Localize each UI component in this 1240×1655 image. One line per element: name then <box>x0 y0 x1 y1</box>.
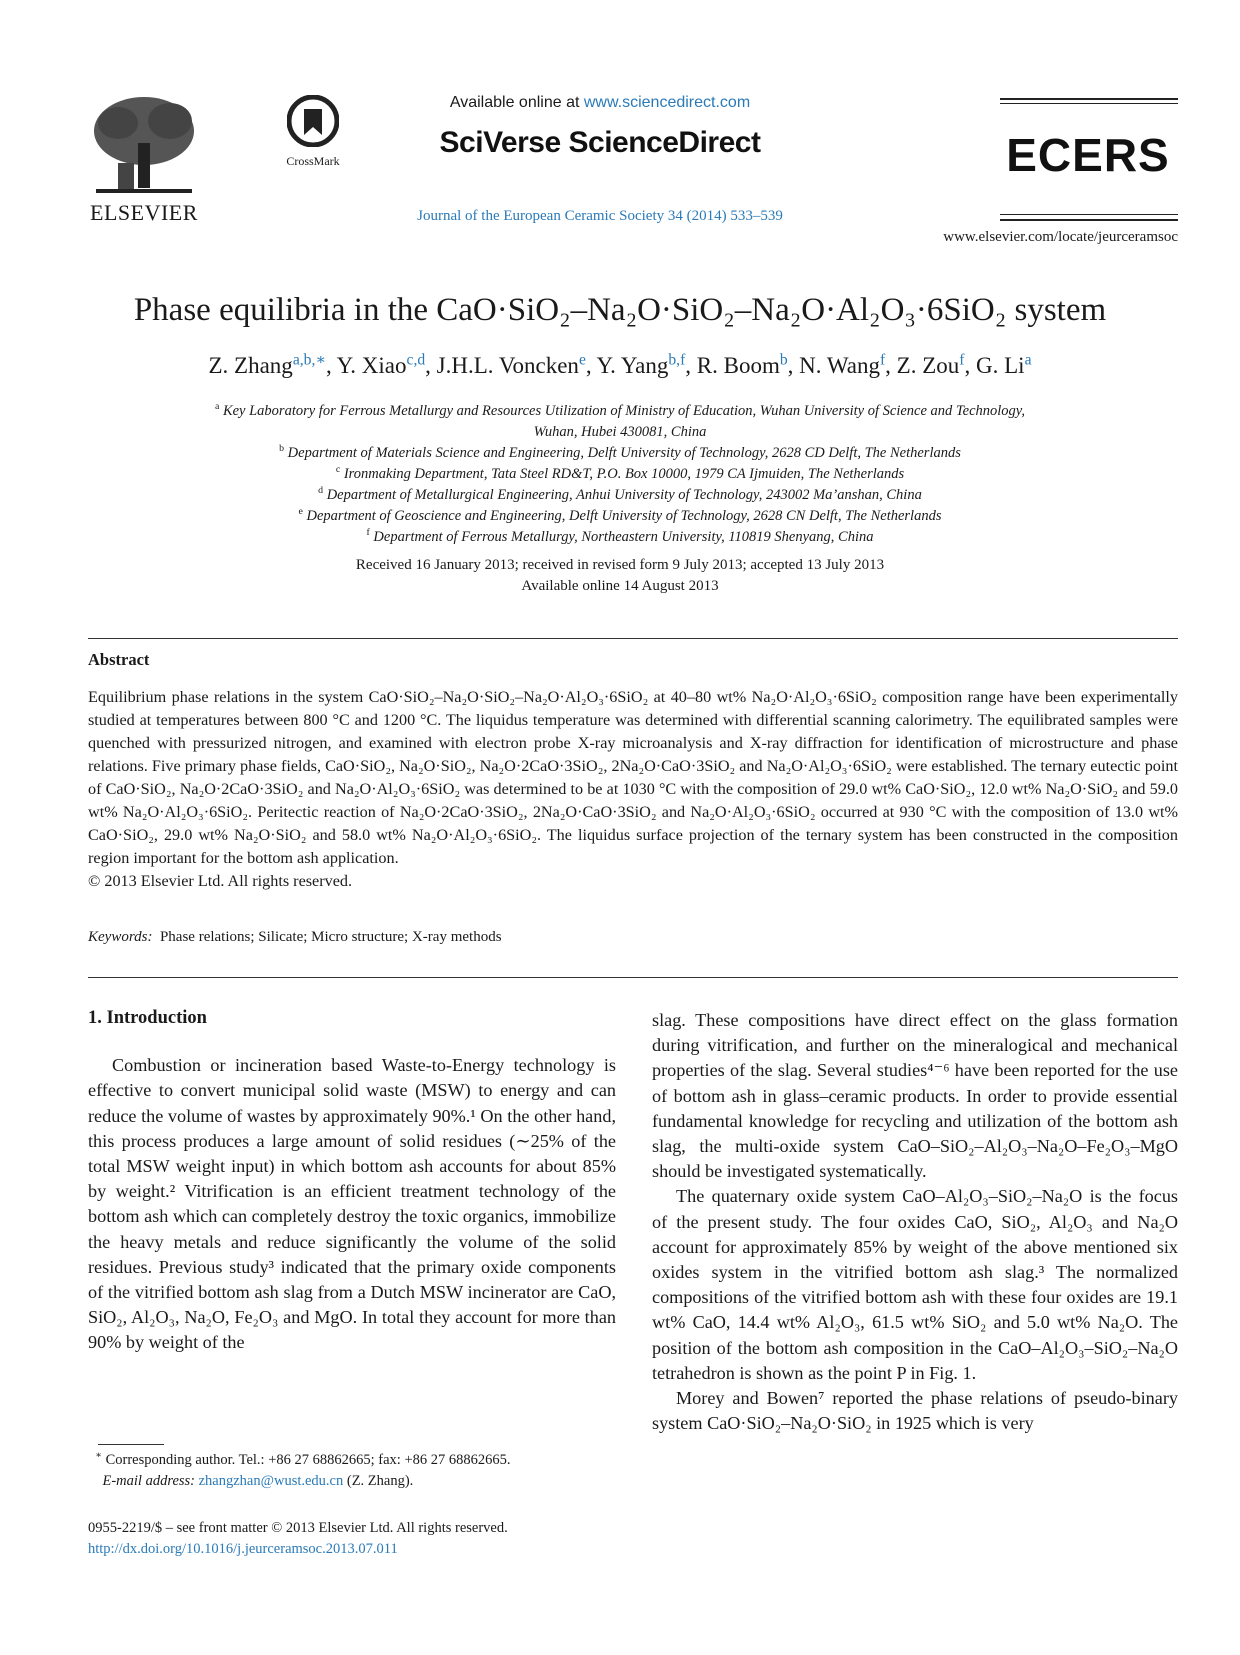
author: N. Wang <box>799 353 880 378</box>
crossmark-label: CrossMark <box>286 154 340 168</box>
affiliation: $^f$ Department of Ferrous Metallurgy, Northeastern University, 110819 Shenyang, China <box>366 527 874 545</box>
issn-line: 0955-2219/$ – see front matter © 2013 Elsevier Ltd. All rights reserved. <box>88 1520 508 1536</box>
paragraph: slag. These compositions have direct effect on the glass formation during vitrification, and further on the mineralogical and mechanical properties of the slag. Several studies⁴⁻⁶ have been reported for the use of bottom ash in glass–ceramic products. In order to provide essential fundamental knowledge for recycling and utilization of the bottom ash slag, the multi-oxide system CaO–SiO₂–Al₂O₃–Na₂O–Fe₂O₃–MgO should be investigated systematically. <box>652 1010 1178 1182</box>
author-list: Z. Zhang$^{a,b,∗}$, Y. Xiao$^{c,d}$, J.H.L. Voncken$^e$, Y. Yang$^{b,f}$, R. Boom$^b$, N. Wang$^f$, Z. Zou$^f$, G. Li$^a$ <box>208 351 1032 378</box>
copyright: © 2013 Elsevier Ltd. All rights reserved. <box>88 872 353 890</box>
paragraph: Morey and Bowen⁷ reported the phase relations of pseudo-binary system CaO·SiO₂–Na₂O·SiO₂ in 1925 which is very <box>652 1388 1178 1434</box>
divider <box>88 977 1178 978</box>
paragraph: The quaternary oxide system CaO–Al₂O₃–SiO₂–Na₂O is the focus of the present study. The four oxides CaO, SiO₂, Al₂O₃ and Na₂O account for approximately 85% by weight of the above mentioned six oxides system in the vitrified bottom ash slag.³ The normalized compositions of the vitrified bottom ash with these four oxides are 19.1 wt% CaO, 14.4 wt% Al₂O₃, 61.5 wt% SiO₂ and 5.0 wt% Na₂O. The position of the bottom ash composition in the CaO–Al₂O₃–SiO₂–Na₂O tetrahedron is shown as the point P in Fig. 1. <box>652 1186 1178 1383</box>
author: Z. Zou <box>896 353 960 378</box>
section-heading: 1. Introduction <box>88 1008 207 1028</box>
author: Y. Yang <box>596 353 669 378</box>
journal-logo: ECERS <box>1006 129 1170 181</box>
crossmark-badge[interactable] <box>278 95 348 169</box>
journal-reference[interactable]: Journal of the European Ceramic Society 34 (2014) 533–539 <box>417 208 783 224</box>
author: R. Boom <box>696 353 780 378</box>
front-matter <box>88 1518 688 1560</box>
affiliation: $^e$ Department of Geoscience and Engineering, Delft University of Technology, 2628 CN Delft, The Netherlands <box>298 506 942 524</box>
author: Z. Zhang <box>208 353 293 378</box>
platform-name: SciVerse ScienceDirect <box>439 126 761 159</box>
sciencedirect-link[interactable]: www.sciencedirect.com <box>583 94 751 111</box>
available-online-line: Available online at www.sciencedirect.com <box>449 94 751 111</box>
affiliation: $^b$ Department of Materials Science and Engineering, Delft University of Technology, 2628 CD Delft, The Netherlands <box>279 443 961 461</box>
affiliation-cont: Wuhan, Hubei 430081, China <box>533 424 707 440</box>
header-rule <box>1000 214 1178 215</box>
left-column <box>88 1006 616 1356</box>
available-online-date: Available online 14 August 2013 <box>521 578 719 594</box>
author: J.H.L. Voncken <box>436 353 579 378</box>
header-rule <box>1000 103 1178 104</box>
received-dates: Received 16 January 2013; received in revised form 9 July 2013; accepted 13 July 2013 <box>355 557 885 573</box>
paragraph: Combustion or incineration based Waste-to-Energy technology is effective to convert municipal solid waste (MSW) to energy and can reduce the volume of wastes by approximately 90%.¹ On the other hand, this process produces a large amount of solid residues (∼25% of the total MSW weight input) in which bottom ash accounts for about 85% by weight.² Vitrification is an efficient treatment technology of the bottom ash which can completely destroy the toxic organics, immobilize the heavy metals and reduce significantly the volume of the solid residues. Previous study³ indicated that the primary oxide components of the vitrified bottom ash slag from a Dutch MSW incinerator are CaO, SiO₂, Al₂O₃, Na₂O, Fe₂O₃ and MgO. In total they account for more than 90% by weight of the <box>88 1055 616 1353</box>
header-rule <box>1000 98 1178 100</box>
footnote-rule <box>98 1444 164 1445</box>
email-link[interactable]: zhangzhan@wust.edu.cn <box>198 1473 344 1489</box>
author: G. Li <box>976 353 1025 378</box>
corresponding-author-footnote: ∗ Corresponding author. Tel.: +86 27 68862665; fax: +86 27 68862665. E-mail address: zhangzhan@wust.edu.cn (Z. Zhang). <box>95 1450 511 1489</box>
abstract-text: Equilibrium phase relations in the system CaO·SiO₂–Na₂O·SiO₂–Na₂O·Al₂O₃·6SiO₂ at 40–80 wt% Na₂O·Al₂O₃·6SiO₂ composition range have been experimentally studied at temperatures between 800 °C and 1200 °C. The liquidus temperature was determined with differential scanning calorimetry. The equilibrated samples were quenched with pressurized nitrogen, and examined with electron probe X-ray microanalysis and X-ray diffraction for identification of microstructure and phase relations. Five primary phase fields, CaO·SiO₂, Na₂O·SiO₂, Na₂O·2CaO·3SiO₂, 2Na₂O·CaO·3SiO₂ and Na₂O·Al₂O₃·6SiO₂ were established. The ternary eutectic point of CaO·SiO₂, Na₂O·2CaO·3SiO₂ and Na₂O·Al₂O₃·6SiO₂ was determined to be at 1030 °C with the composition of 29.0 wt% CaO·SiO₂, 12.0 wt% Na₂O·SiO₂ and 59.0 wt% Na₂O·Al₂O₃·6SiO₂. Peritectic reaction of Na₂O·2CaO·3SiO₂, 2Na₂O·CaO·3SiO₂ and Na₂O·Al₂O₃·6SiO₂ occurred at 930 °C with the composition of 13.0 wt% CaO·SiO₂, 29.0 wt% Na₂O·SiO₂ and 58.0 wt% Na₂O·Al₂O₃·6SiO₂. The liquidus surface projection of the ternary system has been constructed in the composition region important for the bottom ash application. © 2013 Elsevier Ltd. All rights reserved. <box>88 688 1178 890</box>
article-title: Phase equilibria in the CaO·SiO₂–Na₂O·SiO₂–Na₂O·Al₂O₃·6SiO₂ system <box>133 292 1107 328</box>
publisher-wordmark: ELSEVIER <box>90 200 198 225</box>
abstract-heading: Abstract <box>88 650 150 669</box>
keywords: Keywords: Phase relations; Silicate; Micro structure; X-ray methods <box>88 929 502 945</box>
header-rule <box>1000 219 1178 221</box>
affiliation: $^d$ Department of Metallurgical Engineering, Anhui University of Technology, 243002 Ma’anshan, China <box>318 485 922 503</box>
author: Y. Xiao <box>336 353 407 378</box>
doi-link[interactable]: http://dx.doi.org/10.1016/j.jeurceramsoc.2013.07.011 <box>88 1541 398 1557</box>
divider <box>88 638 1178 639</box>
affiliation: $^c$ Ironmaking Department, Tata Steel RD&T, P.O. Box 10000, 1979 CA Ijmuiden, The Netherlands <box>335 464 905 482</box>
right-column <box>652 1008 1178 1436</box>
keywords-label: Keywords: <box>88 929 153 945</box>
journal-homepage-url[interactable]: www.elsevier.com/locate/jeurceramsoc <box>943 229 1178 245</box>
crossmark-icon <box>287 95 339 147</box>
affiliation: $^a$ Key Laboratory for Ferrous Metallurgy and Resources Utilization of Ministry of Education, Wuhan University of Science and Technology, <box>214 401 1026 419</box>
